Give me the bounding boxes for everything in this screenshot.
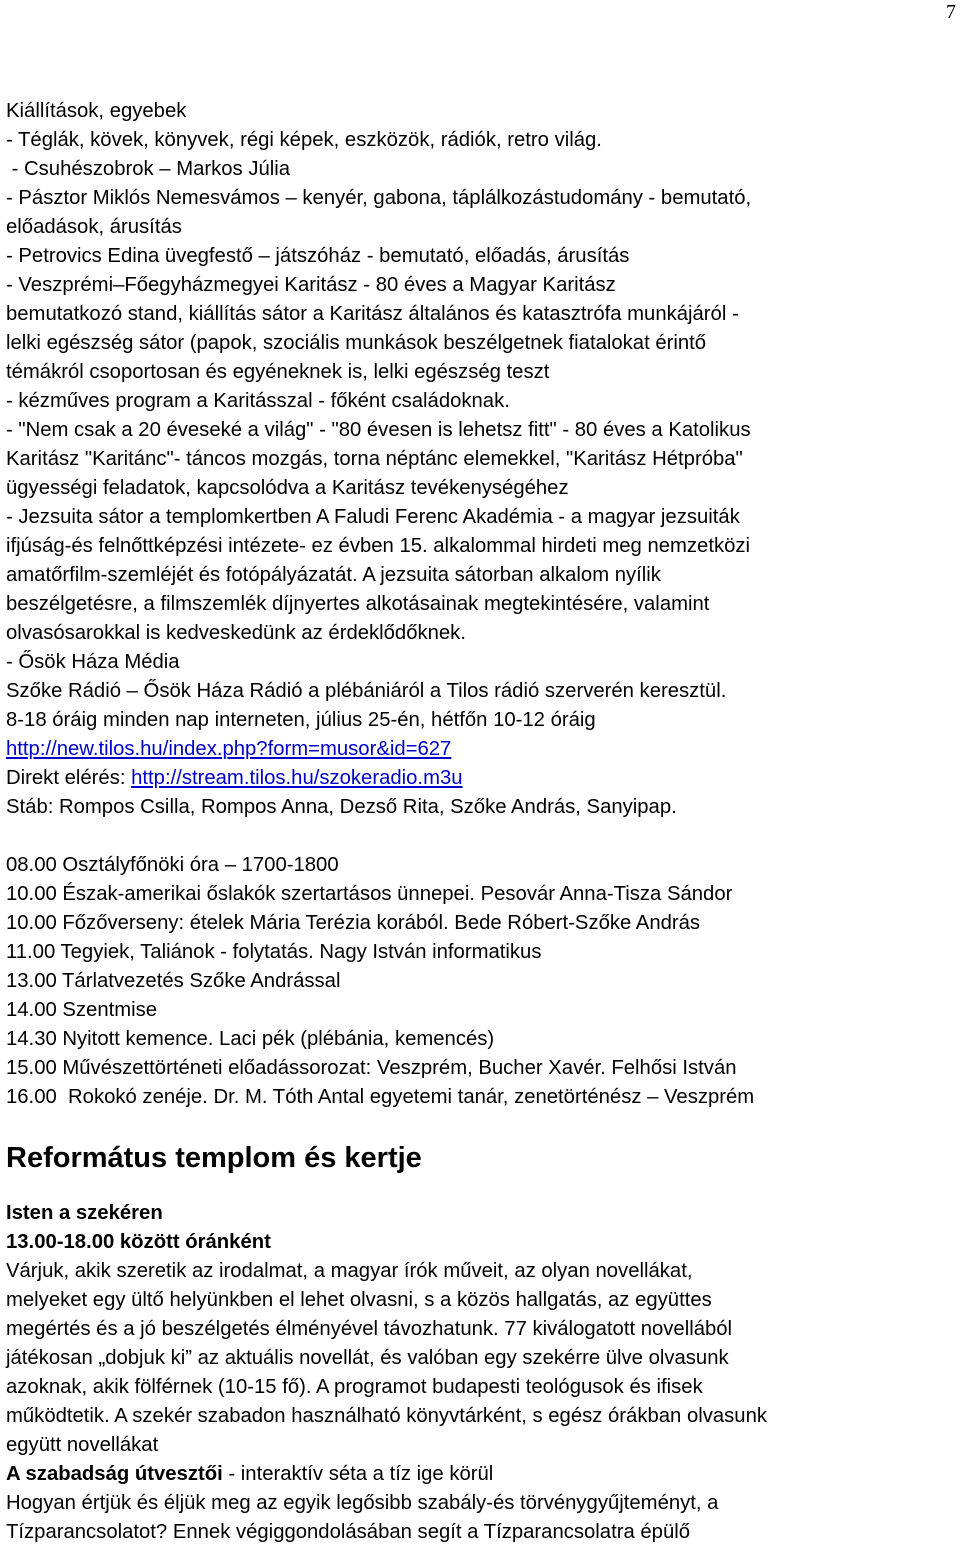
text-line: megértés és a jó beszélgetés élményével távozhatunk. 77 kiválogatott novellából	[6, 1318, 733, 1340]
text-line: Szőke Rádió – Ősök Háza Rádió a plébániáról a Tilos rádió szerverén keresztül.	[6, 680, 727, 702]
schedule-list	[6, 851, 956, 1112]
schedule-item: 14.00 Szentmise	[6, 999, 158, 1021]
text-line: azoknak, akik fölférnek (10-15 fő). A programot budapesti teológusok és ifisek	[6, 1376, 703, 1398]
document-body	[6, 97, 956, 1547]
text-line: játékosan „dobjuk ki” az aktuális novellát, és valóban egy szekérre ülve olvasunk	[6, 1347, 729, 1369]
text-line: bemutatkozó stand, kiállítás sátor a Karitász általános és katasztrófa munkájáról -	[6, 303, 739, 325]
text-line: 8-18 óráig minden nap interneten, július 25-én, hétfőn 10-12 óráig	[6, 709, 596, 731]
text-line: együtt novellákat	[6, 1434, 159, 1456]
schedule-item: 10.00 Főzőverseny: ételek Mária Terézia korából. Bede Róbert-Szőke András	[6, 912, 701, 934]
text-line: - Pásztor Miklós Nemesvámos – kenyér, gabona, táplálkozástudomány - bemutató,	[6, 187, 752, 209]
schedule-item: 15.00 Művészettörténeti előadássorozat: Veszprém, Bucher Xavér. Felhősi István	[6, 1057, 737, 1079]
text-line: Karitász "Karitánc"- táncos mozgás, torna néptánc elemekkel, "Karitász Hétpróba"	[6, 448, 743, 470]
maze-program-line	[6, 1460, 956, 1489]
stream-link[interactable]: http://stream.tilos.hu/szokeradio.m3u	[131, 767, 463, 789]
exhibitions-section	[6, 97, 956, 822]
text-line: amatőrfilm-szemléjét és fotópályázatát. A jezsuita sátorban alkalom nyílik	[6, 564, 661, 586]
program-time: 13.00-18.00 között óránként	[6, 1231, 271, 1253]
text-line: Kiállítások, egyebek	[6, 100, 187, 122]
maze-program-subtitle: - interaktív séta a tíz ige körül	[222, 1463, 494, 1485]
schedule-item: 08.00 Osztályfőnöki óra – 1700-1800	[6, 854, 339, 876]
schedule-item: 14.30 Nyitott kemence. Laci pék (plébánia, kemencés)	[6, 1028, 495, 1050]
staff-line: Stáb: Rompos Csilla, Rompos Anna, Dezső Rita, Szőke András, Sanyipap.	[6, 796, 677, 818]
radio-link-line	[6, 735, 956, 764]
schedule-item: 16.00 Rokokó zenéje. Dr. M. Tóth Antal egyetemi tanár, zenetörténész – Veszprém	[6, 1086, 755, 1108]
direct-access-line	[6, 764, 956, 793]
text-line: működtetik. A szekér szabadon használható könyvtárként, s egész órákban olvasunk	[6, 1405, 767, 1427]
section-heading: Református templom és kertje	[6, 1142, 422, 1174]
text-line: olvasósarokkal is kedveskedünk az érdeklődőknek.	[6, 622, 466, 644]
schedule-item: 10.00 Észak-amerikai őslakók szertartásos ünnepei. Pesovár Anna-Tisza Sándor	[6, 883, 733, 905]
text-line: - kézműves program a Karitásszal - főként családoknak.	[6, 390, 510, 412]
tilos-program-link[interactable]: http://new.tilos.hu/index.php?form=musor&id=627	[6, 738, 452, 760]
page-number: 7	[946, 1, 956, 23]
text-line: beszélgetésre, a filmszemlék díjnyertes alkotásainak megtekintésére, valamint	[6, 593, 710, 615]
schedule-item: 11.00 Tegyiek, Taliánok - folytatás. Nagy István informatikus	[6, 941, 542, 963]
spacer	[6, 822, 956, 851]
text-line: előadások, árusítás	[6, 216, 182, 238]
text-line: - Csuhészobrok – Markos Júlia	[6, 158, 291, 180]
text-line: Tízparancsolatot? Ennek végiggondolásában segít a Tízparancsolatra épülő	[6, 1521, 691, 1543]
text-line: - "Nem csak a 20 éveseké a világ" - "80 évesen is lehetsz fitt" - 80 éves a Katolikus	[6, 419, 751, 441]
text-line: Várjuk, akik szeretik az irodalmat, a magyar írók műveit, az olyan novellákat,	[6, 1260, 693, 1282]
text-line: - Ősök Háza Média	[6, 651, 180, 673]
text-line: - Jezsuita sátor a templomkertben A Faludi Ferenc Akadémia - a magyar jezsuiták	[6, 506, 740, 528]
text-line: ügyességi feladatok, kapcsolódva a Karitász tevékenységéhez	[6, 477, 569, 499]
text-line: Hogyan értjük és éljük meg az egyik legősibb szabály-és törvénygyűjteményt, a	[6, 1492, 719, 1514]
text-line: - Petrovics Edina üvegfestő – játszóház - bemutató, előadás, árusítás	[6, 245, 630, 267]
text-line: - Veszprémi–Főegyházmegyei Karitász - 80 éves a Magyar Karitász	[6, 274, 616, 296]
reformed-church-section	[6, 1199, 956, 1547]
text-line: ifjúság-és felnőttképzési intézete- ez évben 15. alkalommal hirdeti meg nemzetközi	[6, 535, 751, 557]
program-title: Isten a szekéren	[6, 1202, 163, 1224]
direct-access-label: Direkt elérés:	[6, 767, 132, 789]
schedule-item: 13.00 Tárlatvezetés Szőke Andrással	[6, 970, 341, 992]
text-line: lelki egészség sátor (papok, szociális munkások beszélgetnek fiatalokat érintő	[6, 332, 707, 354]
text-line: melyeket egy ültő helyünkben el lehet olvasni, s a közös hallgatás, az együttes	[6, 1289, 712, 1311]
maze-program-title: A szabadság útvesztői	[6, 1463, 223, 1485]
text-line: - Téglák, kövek, könyvek, régi képek, eszközök, rádiók, retro világ.	[6, 129, 602, 151]
text-line: témákról csoportosan és egyéneknek is, lelki egészség teszt	[6, 361, 550, 383]
